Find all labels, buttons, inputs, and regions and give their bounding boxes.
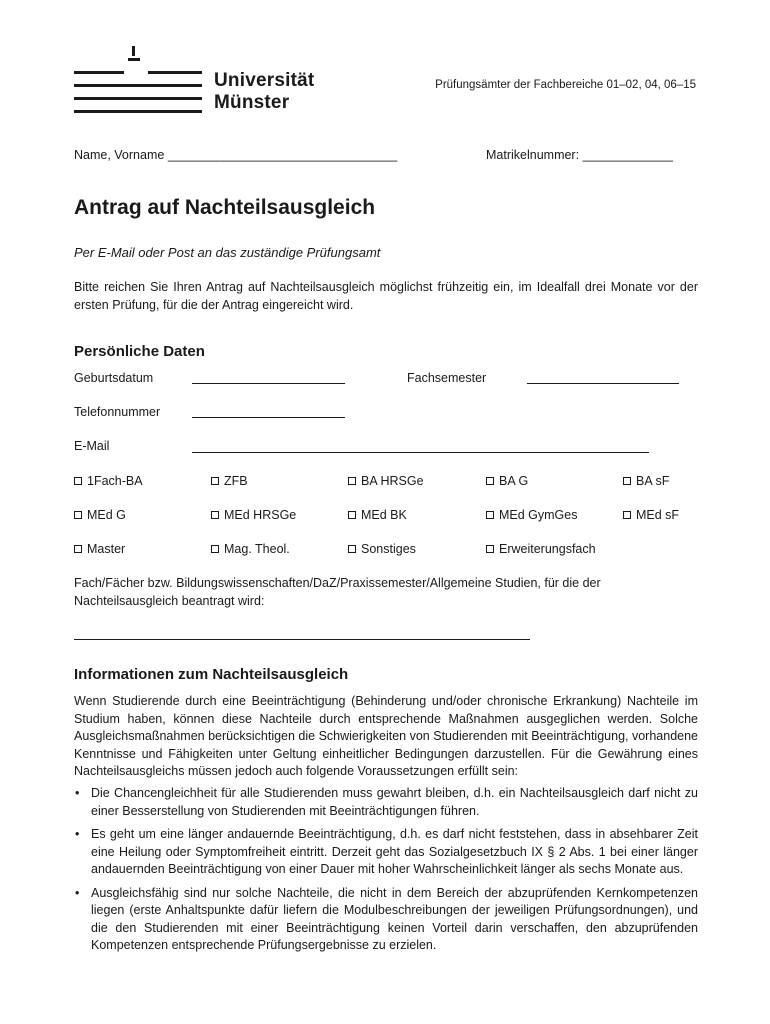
- checkbox-icon[interactable]: [623, 477, 631, 485]
- checkbox-icon[interactable]: [74, 511, 82, 519]
- logo-mark-bar-2: [74, 84, 202, 87]
- info-paragraph: Wenn Studierende durch eine Beeinträchtigung (Behinderung und/oder chronische Erkrankung) Nachteile im Studium haben, können diese Nachteile durch entsprechende Maßnahmen ausgeglichen werden. Solche Ausgleichsmaßnahmen berücksichtigen die Schwierigkeiten von Studierenden mit Beeinträchtigung, vorhandene Kenntnisse und Fähigkeiten unter Geltung einheitlicher Bedingungen darzustellen. Für die Gewährung eines Nachteilsausgleichs müssen jedoch auch folgende Voraussetzungen erfüllt sein:: [74, 694, 698, 778]
- checkbox-erweiterungsfach[interactable]: [486, 542, 596, 556]
- checkbox-med-bk[interactable]: [348, 508, 407, 522]
- checkbox-label: Mag. Theol.: [224, 542, 290, 556]
- name-field[interactable]: [74, 148, 397, 162]
- logo-mark-bar-1b: [148, 71, 202, 74]
- university-name: [214, 70, 314, 114]
- checkbox-label: MEd BK: [361, 508, 407, 522]
- birthdate-label: Geburtsdatum: [74, 371, 154, 385]
- checkbox-icon[interactable]: [74, 477, 82, 485]
- checkbox-icon[interactable]: [348, 511, 356, 519]
- checkbox-ba-sf[interactable]: [623, 474, 669, 488]
- university-name-line2: Münster: [214, 92, 290, 113]
- form-subtitle: Per E-Mail oder Post an das zuständige Prüfungsamt: [74, 245, 381, 260]
- checkbox-med-sf[interactable]: [623, 508, 679, 522]
- intro-paragraph: Bitte reichen Sie Ihren Antrag auf Nachteilsausgleich möglichst frühzeitig ein, im Idealfall drei Monate vor der ersten Prüfung, für die der Antrag eingereicht wird.: [74, 280, 698, 312]
- checkbox-icon[interactable]: [486, 477, 494, 485]
- requirement-item: • Ausgleichsfähig sind nur solche Nachteile, die nicht in dem Bereich der abzuprüfenden Kernkompetenzen liegen (erste Anhaltspunkte dafür liefern die Modulbeschreibungen der jeweiligen Prüfungsordnungen), und die den Studierenden mit einer Beeinträchtigung keinen Vorteil darin verschaffen, den abzuprüfenden Kompetenzen entsprechende Prüfungsergebnisse zu erzielen.: [74, 885, 698, 955]
- checkbox-label: Master: [87, 542, 126, 556]
- requirements-list: [74, 785, 698, 961]
- exam-offices-note: Prüfungsämter der Fachbereiche 01–02, 04, 06–15: [435, 79, 696, 91]
- checkbox-mag-theol[interactable]: [211, 542, 290, 556]
- checkbox-label: MEd HRSGe: [224, 508, 297, 522]
- checkbox-icon[interactable]: [348, 545, 356, 553]
- logo-mark-small: [128, 58, 140, 61]
- checkbox-label: BA sF: [636, 474, 670, 488]
- requirement-item: • Die Chancengleichheit für alle Studierenden muss gewahrt bleiben, d.h. ein Nachteilsausgleich darf nicht zu einer Besserstellung von Studierenden mit Beeinträchtigungen führen.: [74, 785, 698, 820]
- matrikel-blank[interactable]: _____________: [582, 148, 673, 162]
- checkbox-med-g[interactable]: [74, 508, 126, 522]
- checkbox-ba-hrsge[interactable]: [348, 474, 424, 488]
- info-heading: Informationen zum Nachteilsausgleich: [74, 666, 349, 683]
- checkbox-med-gymges[interactable]: [486, 508, 578, 522]
- checkbox-label: ZFB: [224, 474, 248, 488]
- matrikel-label: Matrikelnummer:: [486, 148, 580, 162]
- subjects-input[interactable]: [74, 639, 530, 640]
- email-label: E-Mail: [74, 439, 110, 453]
- semester-label: Fachsemester: [407, 371, 487, 385]
- birthdate-input[interactable]: [192, 383, 345, 384]
- checkbox-label: 1Fach-BA: [87, 474, 143, 488]
- matrikel-field[interactable]: [486, 148, 673, 162]
- university-name-line1: Universität: [214, 70, 315, 91]
- email-input[interactable]: [192, 452, 649, 453]
- checkbox-zfb[interactable]: [211, 474, 248, 488]
- logo-mark-bar-1: [74, 71, 124, 74]
- name-label: Name, Vorname: [74, 148, 165, 162]
- checkbox-icon[interactable]: [348, 477, 356, 485]
- requirement-item: • Es geht um eine länger andauernde Beeinträchtigung, d.h. es darf nicht feststehen, dass in absehbarer Zeit eine Heilung oder Symptomfreiheit eintritt. Derzeit geht das Sozialgesetzbuch IX § 2 Abs. 1 bei einer länger andauernden Beeinträchtigung von einer Dauer mit hoher Wahrscheinlichkeit länger als sechs Monate aus.: [74, 826, 698, 879]
- logo-mark-bar-4: [74, 110, 202, 113]
- checkbox-label: MEd GymGes: [499, 508, 578, 522]
- checkbox-label: Sonstiges: [361, 542, 416, 556]
- phone-label: Telefonnummer: [74, 405, 161, 419]
- subjects-text: Fach/Fächer bzw. Bildungswissenschaften/DaZ/Praxissemester/Allgemeine Studien, für die der Nachteilsausgleich beantragt wird:: [74, 576, 601, 608]
- checkbox-label: MEd G: [87, 508, 126, 522]
- checkbox-master[interactable]: [74, 542, 125, 556]
- logo-mark-top: [132, 46, 135, 56]
- form-title: Antrag auf Nachteilsausgleich: [74, 196, 376, 219]
- checkbox-label: BA HRSGe: [361, 474, 424, 488]
- checkbox-sonstiges[interactable]: [348, 542, 416, 556]
- checkbox-ba-g[interactable]: [486, 474, 528, 488]
- checkbox-icon[interactable]: [486, 511, 494, 519]
- name-blank[interactable]: _________________________________: [167, 148, 398, 162]
- checkbox-icon[interactable]: [211, 545, 219, 553]
- checkbox-icon[interactable]: [211, 511, 219, 519]
- logo-mark-bar-3: [74, 97, 202, 100]
- checkbox-1fach-ba[interactable]: [74, 474, 143, 488]
- checkbox-icon[interactable]: [486, 545, 494, 553]
- checkbox-icon[interactable]: [74, 545, 82, 553]
- checkbox-icon[interactable]: [211, 477, 219, 485]
- semester-input[interactable]: [527, 383, 679, 384]
- checkbox-med-hrsge[interactable]: [211, 508, 296, 522]
- checkbox-label: BA G: [499, 474, 529, 488]
- phone-input[interactable]: [192, 417, 345, 418]
- checkbox-label: MEd sF: [636, 508, 680, 522]
- checkbox-label: Erweiterungsfach: [499, 542, 596, 556]
- checkbox-icon[interactable]: [623, 511, 631, 519]
- personal-data-heading: Persönliche Daten: [74, 343, 205, 360]
